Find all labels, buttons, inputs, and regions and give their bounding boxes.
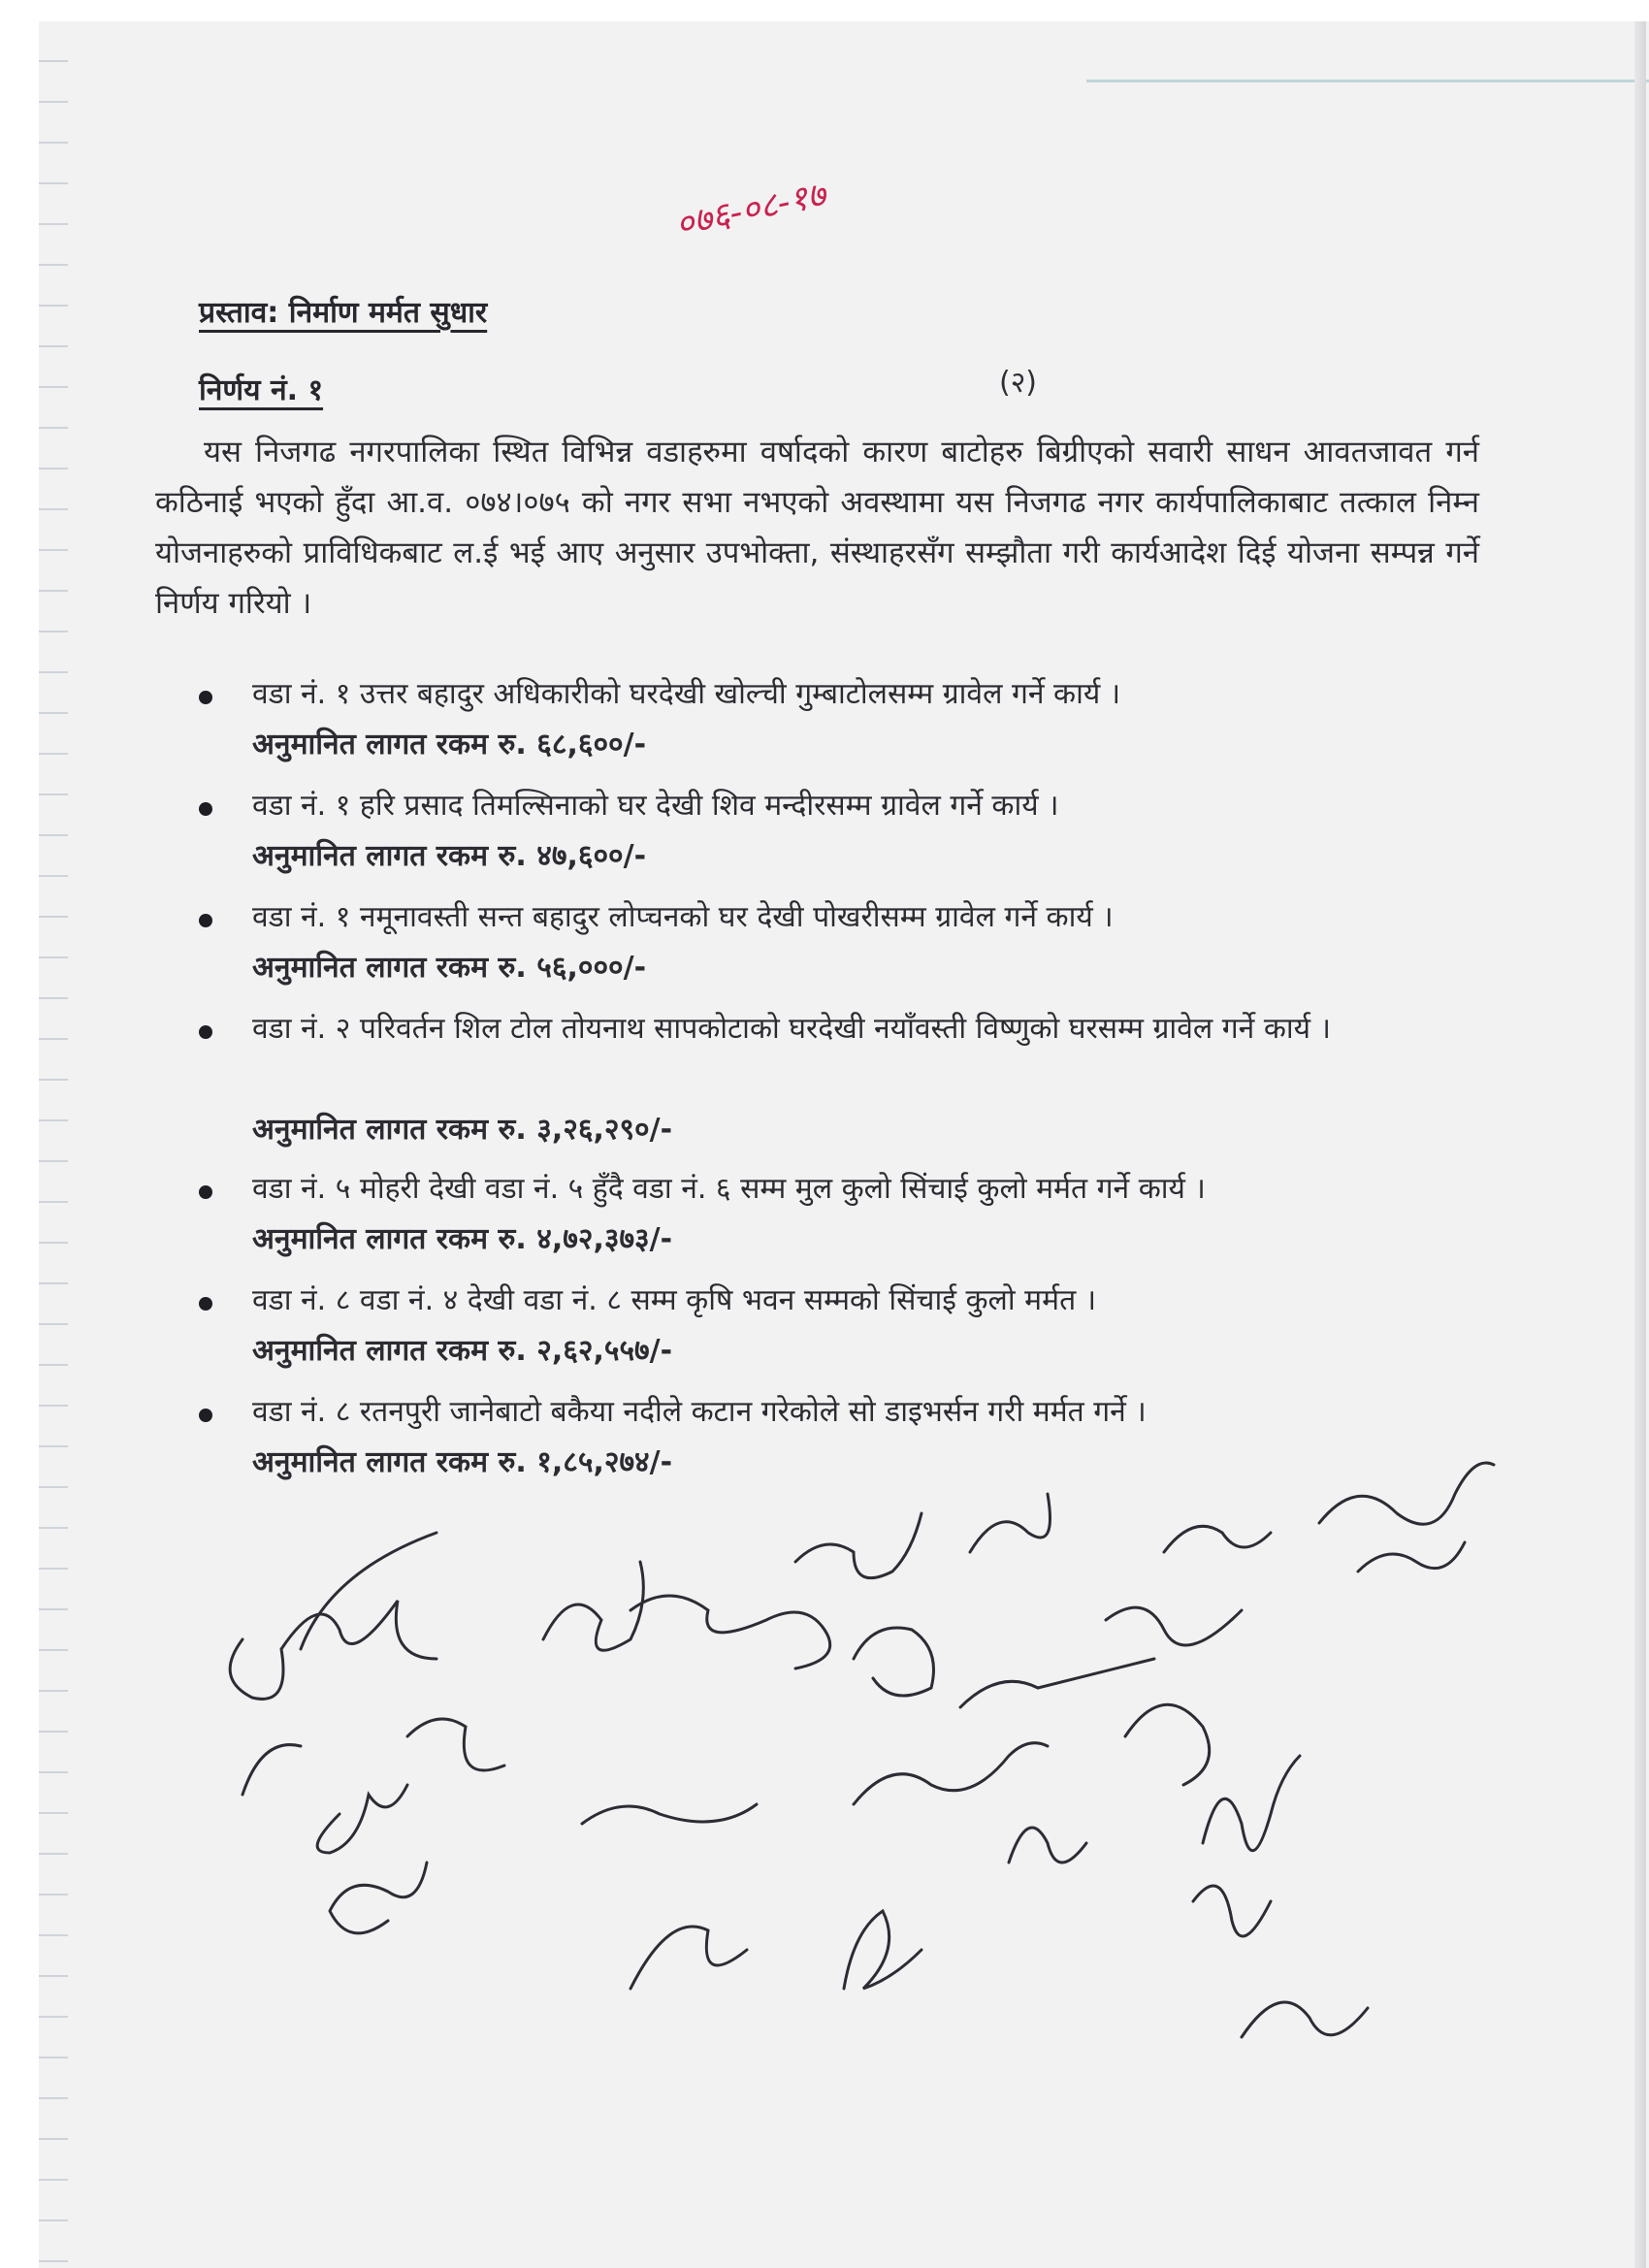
item-description: वडा नं. १ हरि प्रसाद तिमल्सिनाको घर देखी शिव मन्दीरसम्म ग्रावेल गर्ने कार्य । (252, 789, 1059, 823)
decision-heading: निर्णय नं. १ (199, 373, 324, 407)
signature (317, 1785, 407, 1853)
signature (854, 1743, 1048, 1804)
signature (230, 1601, 436, 1699)
signature (1125, 1704, 1210, 1785)
signature (407, 1719, 504, 1770)
handwritten-date-note: ०७६-०८-१७ (671, 175, 829, 245)
item-description: वडा नं. १ नमूनावस्ती सन्त बहादुर लोप्चनको घर देखी पोखरीसम्म ग्रावेल गर्ने कार्य । (252, 900, 1114, 934)
item-cost: अनुमानित लागत रकम रु. १,८५,२७४/- (252, 1445, 673, 1479)
item-cost: अनुमानित लागत रकम रु. ५६,०००/- (252, 951, 647, 985)
signature (301, 1533, 436, 1649)
signature (630, 1927, 747, 1989)
item-description: वडा नं. ८ वडा नं. ४ देखी वडा नं. ८ सम्म कृषि भवन सम्मको सिंचाई कुलो मर्मत । (252, 1283, 1097, 1317)
signature (844, 1911, 922, 1989)
signature (970, 1494, 1051, 1552)
signature (1242, 2002, 1368, 2037)
signature (582, 1804, 757, 1824)
signature (1319, 1463, 1494, 1524)
signature (795, 1513, 922, 1578)
signature (1193, 1886, 1271, 1936)
item-cost: अनुमानित लागत रकम रु. ४,७२,३७३/- (252, 1222, 673, 1256)
decision-paragraph: यस निजगढ नगरपालिका स्थित विभिन्न वडाहरुमा वर्षादको कारण बाटोहरु बिग्रीएको सवारी साधन आवतजावत गर्न कठिनाई भएको हुँदा आ.व. ०७४।०७५ को नगर सभा नभएको अवस्थामा यस निजगढ नगर कार्यपालिकाबाट तत्काल निम्न योजनाहरुको प्राविधिकबाट ल.ई भई आए अनुसार उपभोक्ता, संस्थाहरसँग सम्झौता गरी कार्यआदेश दिई योजना सम्पन्न गर्ने निर्णय गरियो । (155, 435, 1479, 621)
signature (330, 1863, 427, 1933)
item-description: वडा नं. ५ मोहरी देखी वडा नं. ५ हुँदै वडा नं. ६ सम्म मुल कुलो सिंचाई कुलो मर्मत गर्ने कार्य । (252, 1172, 1206, 1206)
signature (960, 1659, 1154, 1707)
signature (630, 1596, 830, 1669)
signature (1358, 1542, 1465, 1571)
item-description: वडा नं. १ उत्तर बहादुर अधिकारीको घरदेखी खोल्ची गुम्बाटोलसम्म ग्रावेल गर्ने कार्य । (252, 677, 1121, 711)
item-cost: अनुमानित लागत रकम रु. ६८,६००/- (252, 728, 647, 761)
item-description: वडा नं. २ परिवर्तन शिल टोल तोयनाथ सापकोटाको घरदेखी नयाँवस्ती विष्णुको घरसम्म ग्रावेल गर्ने कार्य । (252, 1012, 1331, 1046)
item-cost: अनुमानित लागत रकम रु. २,६२,५५७/- (252, 1334, 673, 1368)
page-number: (२) (999, 366, 1038, 400)
signature (1164, 1526, 1271, 1552)
signature (543, 1562, 643, 1650)
signature (242, 1745, 301, 1795)
signature (1009, 1828, 1086, 1863)
signature (1203, 1756, 1300, 1851)
item-description: वडा नं. ८ रतनपुरी जानेबाटो बकैया नदीले कटान गरेकोले सो डाइभर्सन गरी मर्मत गर्ने । (252, 1395, 1147, 1429)
item-cost: अनुमानित लागत रकम रु. ४७,६००/- (252, 839, 647, 873)
item-cost: अनुमानित लागत रकम रु. ३,२६,२९०/- (252, 1113, 673, 1147)
signature (1106, 1607, 1242, 1645)
signature (854, 1628, 934, 1696)
proposal-heading: प्रस्ताव: निर्माण मर्मत सुधार (199, 296, 488, 330)
